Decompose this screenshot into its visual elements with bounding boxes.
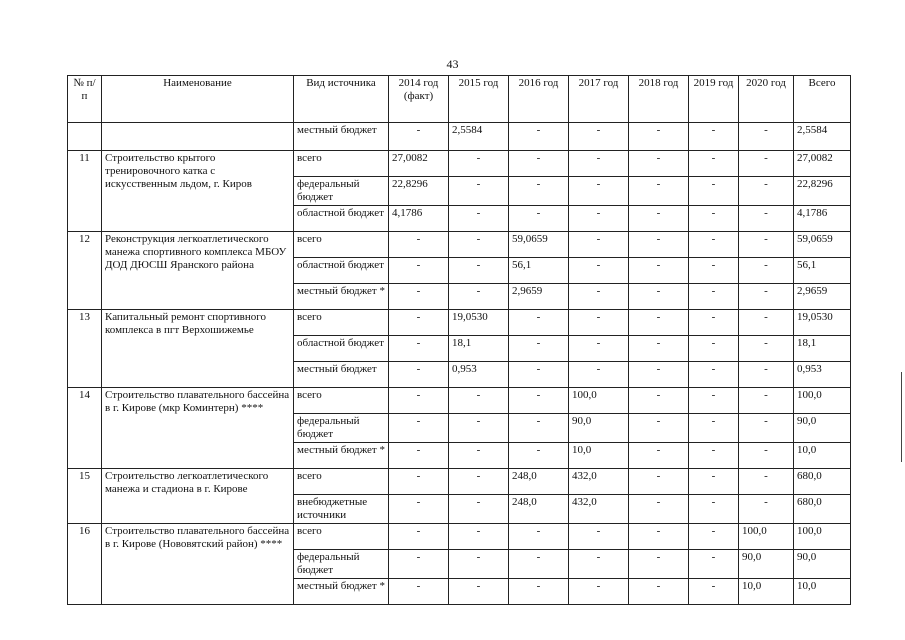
amount-cell: -	[389, 284, 449, 310]
amount-cell: -	[689, 524, 739, 550]
object-name-cell: Строительство легкоатлетического манежа и стадиона в г. Кирове	[102, 469, 294, 524]
amount-cell: -	[739, 284, 794, 310]
row-number-cell: 16	[68, 524, 102, 605]
amount-cell: 4,1786	[794, 206, 851, 232]
row-number-cell: 12	[68, 232, 102, 310]
amount-cell: -	[389, 443, 449, 469]
amount-cell: -	[509, 524, 569, 550]
amount-cell: -	[629, 579, 689, 605]
amount-cell: -	[629, 524, 689, 550]
amount-cell: 27,0082	[794, 151, 851, 177]
amount-cell: -	[629, 388, 689, 414]
amount-cell: -	[509, 362, 569, 388]
header-cell-source: Вид источника	[294, 76, 389, 123]
funding-source-cell: федеральный бюджет	[294, 414, 389, 443]
amount-cell: 59,0659	[794, 232, 851, 258]
amount-cell: -	[689, 495, 739, 524]
amount-cell: -	[629, 414, 689, 443]
amount-cell: 2,9659	[794, 284, 851, 310]
amount-cell: -	[509, 550, 569, 579]
funding-source-cell: местный бюджет	[294, 362, 389, 388]
amount-cell: 22,8296	[389, 177, 449, 206]
amount-cell: -	[739, 495, 794, 524]
amount-cell: -	[449, 177, 509, 206]
amount-cell: 10,0	[794, 579, 851, 605]
amount-cell: 432,0	[569, 469, 629, 495]
funding-source-cell: местный бюджет	[294, 123, 389, 151]
amount-cell: 10,0	[739, 579, 794, 605]
amount-cell: -	[689, 310, 739, 336]
amount-cell: -	[449, 258, 509, 284]
table-row	[68, 151, 851, 177]
amount-cell: -	[449, 469, 509, 495]
amount-cell: 10,0	[794, 443, 851, 469]
row-number-cell: 15	[68, 469, 102, 524]
amount-cell: -	[739, 362, 794, 388]
amount-cell: -	[689, 206, 739, 232]
funding-source-cell: областной бюджет	[294, 206, 389, 232]
amount-cell: -	[689, 177, 739, 206]
amount-cell: -	[449, 550, 509, 579]
funding-source-cell: местный бюджет *	[294, 284, 389, 310]
amount-cell: 100,0	[794, 524, 851, 550]
amount-cell: -	[509, 336, 569, 362]
header-cell-2018: 2018 год	[629, 76, 689, 123]
amount-cell: -	[689, 123, 739, 151]
table-row	[68, 232, 851, 258]
amount-cell: 19,0530	[449, 310, 509, 336]
amount-cell: -	[509, 443, 569, 469]
amount-cell: 2,5584	[449, 123, 509, 151]
amount-cell: -	[509, 206, 569, 232]
funding-source-cell: федеральный бюджет	[294, 550, 389, 579]
amount-cell: -	[389, 414, 449, 443]
amount-cell: -	[739, 310, 794, 336]
amount-cell: -	[629, 177, 689, 206]
amount-cell: -	[449, 206, 509, 232]
amount-cell: -	[689, 336, 739, 362]
amount-cell: 0,953	[449, 362, 509, 388]
amount-cell: -	[569, 232, 629, 258]
header-cell-name: Наименование	[102, 76, 294, 123]
amount-cell: 100,0	[794, 388, 851, 414]
object-name-cell: Строительство крытого тренировочного катка с искусственным льдом, г. Киров	[102, 151, 294, 232]
amount-cell: -	[739, 123, 794, 151]
funding-source-cell: всего	[294, 232, 389, 258]
table-row	[68, 310, 851, 336]
amount-cell: -	[739, 177, 794, 206]
amount-cell: -	[569, 362, 629, 388]
amount-cell: -	[389, 310, 449, 336]
amount-cell: -	[389, 388, 449, 414]
amount-cell: 27,0082	[389, 151, 449, 177]
amount-cell: -	[689, 443, 739, 469]
amount-cell: -	[739, 336, 794, 362]
amount-cell: 22,8296	[794, 177, 851, 206]
amount-cell: 90,0	[794, 550, 851, 579]
amount-cell: -	[739, 206, 794, 232]
funding-source-cell: всего	[294, 524, 389, 550]
amount-cell: 680,0	[794, 495, 851, 524]
header-cell-total: Всего	[794, 76, 851, 123]
amount-cell: -	[689, 414, 739, 443]
amount-cell: -	[569, 284, 629, 310]
header-cell-2016: 2016 год	[509, 76, 569, 123]
amount-cell: -	[449, 524, 509, 550]
row-number-cell	[68, 123, 102, 151]
amount-cell: -	[629, 123, 689, 151]
table-row	[68, 123, 851, 151]
amount-cell: -	[629, 232, 689, 258]
amount-cell: -	[509, 123, 569, 151]
amount-cell: -	[449, 284, 509, 310]
amount-cell: -	[389, 362, 449, 388]
financing-table	[67, 75, 851, 605]
amount-cell: -	[689, 151, 739, 177]
amount-cell: 10,0	[569, 443, 629, 469]
amount-cell: -	[509, 151, 569, 177]
amount-cell: -	[739, 443, 794, 469]
amount-cell: -	[739, 151, 794, 177]
amount-cell: -	[389, 550, 449, 579]
amount-cell: 680,0	[794, 469, 851, 495]
table-body	[68, 123, 851, 605]
amount-cell: -	[569, 123, 629, 151]
table-row	[68, 388, 851, 414]
header-cell-2020: 2020 год	[739, 76, 794, 123]
amount-cell: 248,0	[509, 495, 569, 524]
object-name-cell: Капитальный ремонт спортивного комплекса в пгт Верхошижемье	[102, 310, 294, 388]
amount-cell: -	[389, 336, 449, 362]
amount-cell: -	[509, 310, 569, 336]
row-number-cell: 14	[68, 388, 102, 469]
amount-cell: -	[569, 336, 629, 362]
amount-cell: 100,0	[739, 524, 794, 550]
amount-cell: 432,0	[569, 495, 629, 524]
amount-cell: 56,1	[794, 258, 851, 284]
amount-cell: 2,5584	[794, 123, 851, 151]
amount-cell: -	[629, 151, 689, 177]
amount-cell: -	[629, 550, 689, 579]
object-name-cell: Реконструкция легкоатлетического манежа спортивного комплекса МБОУ ДОД ДЮСШ Яранского района	[102, 232, 294, 310]
amount-cell: 100,0	[569, 388, 629, 414]
amount-cell: -	[569, 579, 629, 605]
amount-cell: -	[449, 151, 509, 177]
amount-cell: -	[569, 206, 629, 232]
row-number-cell: 11	[68, 151, 102, 232]
funding-source-cell: всего	[294, 469, 389, 495]
scan-edge-line	[901, 372, 902, 462]
amount-cell: -	[569, 177, 629, 206]
amount-cell: 0,953	[794, 362, 851, 388]
amount-cell: -	[629, 495, 689, 524]
amount-cell: -	[569, 550, 629, 579]
row-number-cell: 13	[68, 310, 102, 388]
header-row	[68, 76, 851, 123]
amount-cell: -	[689, 579, 739, 605]
amount-cell: -	[509, 388, 569, 414]
amount-cell: -	[389, 232, 449, 258]
amount-cell: -	[449, 414, 509, 443]
amount-cell: -	[509, 579, 569, 605]
amount-cell: -	[509, 177, 569, 206]
amount-cell: -	[739, 258, 794, 284]
amount-cell: -	[629, 443, 689, 469]
funding-source-cell: всего	[294, 151, 389, 177]
header-cell-2015: 2015 год	[449, 76, 509, 123]
amount-cell: -	[569, 151, 629, 177]
amount-cell: -	[689, 469, 739, 495]
amount-cell: 18,1	[794, 336, 851, 362]
funding-source-cell: областной бюджет	[294, 258, 389, 284]
header-cell-2014: 2014 год (факт)	[389, 76, 449, 123]
amount-cell: -	[449, 232, 509, 258]
object-name-cell	[102, 123, 294, 151]
funding-source-cell: областной бюджет	[294, 336, 389, 362]
amount-cell: 248,0	[509, 469, 569, 495]
amount-cell: -	[689, 550, 739, 579]
amount-cell: 90,0	[794, 414, 851, 443]
amount-cell: -	[389, 123, 449, 151]
amount-cell: -	[739, 469, 794, 495]
amount-cell: -	[449, 495, 509, 524]
page-number: 43	[446, 57, 459, 71]
amount-cell: -	[629, 284, 689, 310]
amount-cell: -	[629, 206, 689, 232]
amount-cell: -	[569, 258, 629, 284]
amount-cell: -	[739, 388, 794, 414]
amount-cell: -	[569, 524, 629, 550]
table-row	[68, 524, 851, 550]
amount-cell: -	[629, 362, 689, 388]
amount-cell: -	[449, 443, 509, 469]
amount-cell: -	[389, 524, 449, 550]
funding-source-cell: местный бюджет *	[294, 443, 389, 469]
amount-cell: -	[689, 284, 739, 310]
amount-cell: 90,0	[739, 550, 794, 579]
amount-cell: -	[689, 388, 739, 414]
funding-source-cell: всего	[294, 388, 389, 414]
amount-cell: 2,9659	[509, 284, 569, 310]
amount-cell: 18,1	[449, 336, 509, 362]
amount-cell: -	[389, 258, 449, 284]
amount-cell: 90,0	[569, 414, 629, 443]
amount-cell: -	[689, 258, 739, 284]
amount-cell: -	[509, 414, 569, 443]
object-name-cell: Строительство плавательного бассейна в г. Кирове (Нововятский район) ****	[102, 524, 294, 605]
header-cell-num: № п/п	[68, 76, 102, 123]
object-name-cell: Строительство плавательного бассейна в г. Кирове (мкр Коминтерн) ****	[102, 388, 294, 469]
funding-source-cell: местный бюджет *	[294, 579, 389, 605]
header-cell-2019: 2019 год	[689, 76, 739, 123]
amount-cell: 4,1786	[389, 206, 449, 232]
funding-source-cell: внебюджетные источники	[294, 495, 389, 524]
header-cell-2017: 2017 год	[569, 76, 629, 123]
amount-cell: -	[389, 469, 449, 495]
amount-cell: -	[629, 336, 689, 362]
funding-source-cell: федеральный бюджет	[294, 177, 389, 206]
amount-cell: -	[629, 258, 689, 284]
amount-cell: -	[389, 579, 449, 605]
amount-cell: 19,0530	[794, 310, 851, 336]
amount-cell: -	[739, 232, 794, 258]
amount-cell: -	[449, 579, 509, 605]
amount-cell: -	[389, 495, 449, 524]
amount-cell: -	[629, 469, 689, 495]
amount-cell: 59,0659	[509, 232, 569, 258]
amount-cell: -	[629, 310, 689, 336]
amount-cell: 56,1	[509, 258, 569, 284]
amount-cell: -	[689, 232, 739, 258]
amount-cell: -	[689, 362, 739, 388]
amount-cell: -	[449, 388, 509, 414]
table-row	[68, 469, 851, 495]
funding-source-cell: всего	[294, 310, 389, 336]
amount-cell: -	[569, 310, 629, 336]
amount-cell: -	[739, 414, 794, 443]
